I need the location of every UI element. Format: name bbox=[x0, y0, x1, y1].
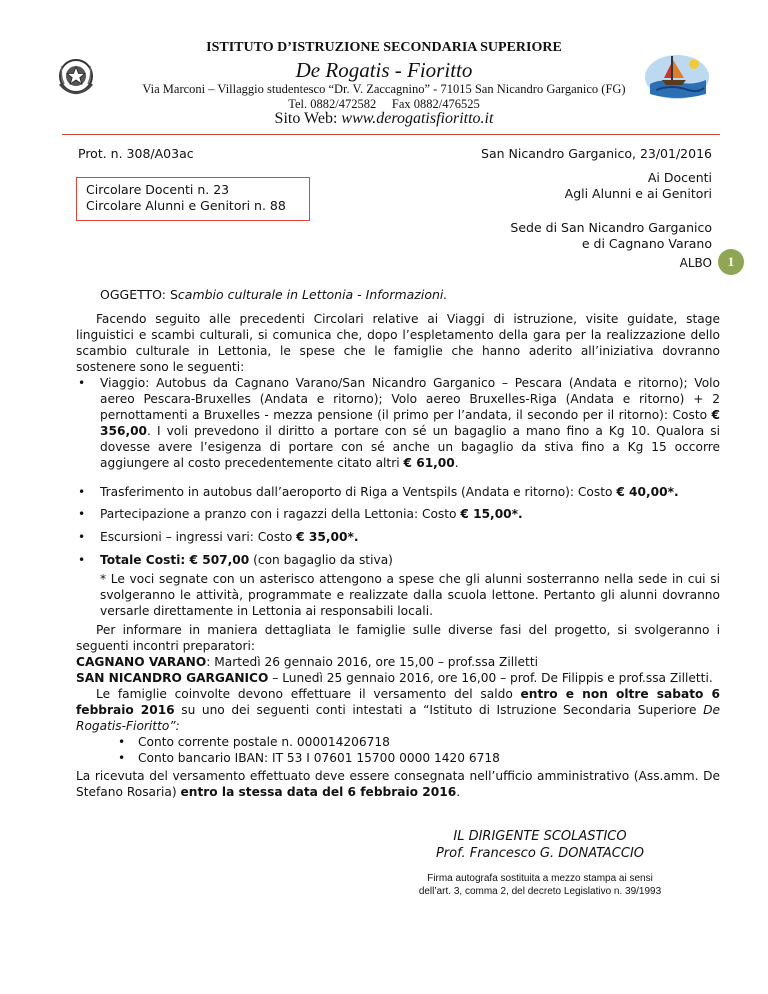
signature-note-line1: Firma autografa sostituita a mezzo stampa ai sensi bbox=[427, 873, 653, 884]
circular-box bbox=[76, 177, 310, 221]
b4-text: Escursioni – ingressi vari: Costo bbox=[100, 530, 297, 544]
b1-end: . bbox=[454, 456, 459, 470]
circular-docenti: Circolare Docenti n. 23 bbox=[86, 182, 230, 197]
total-note: (con bagaglio da stiva) bbox=[249, 553, 393, 567]
bullet-icon: • bbox=[78, 507, 86, 521]
meetings-paragraph bbox=[76, 654, 720, 686]
payment-text: Le famiglie coinvolte devono effettuare il versamento del saldo bbox=[96, 687, 521, 701]
b2-text: Trasferimento in autobus dall’aeroporto di Riga a Ventspils (Andata e ritorno): Costo bbox=[100, 485, 617, 499]
intro-paragraph: Facendo seguito alle precedenti Circolari relative ai Viaggi di istruzione, visite guidate, stage linguistici e scambi culturali, si comunica che, dopo l’espletamento della gara per la realizzazione dello scambio culturale in Lettonia, le spese che le famiglie che hanno aderito all’iniziativa dovranno sostenere sono le seguenti: bbox=[76, 312, 720, 374]
payment-beneficiary: De Rogatis-Fioritto”: bbox=[76, 703, 720, 733]
sannicandro-label: SAN NICANDRO GARGANICO bbox=[76, 671, 269, 685]
page-number-badge: 1 bbox=[718, 249, 744, 275]
albo-label: ALBO bbox=[679, 256, 712, 270]
b1-cost: € 356,00 bbox=[100, 408, 720, 438]
website-line bbox=[0, 110, 768, 128]
info-paragraph: Per informare in maniera dettagliata le famiglie sulle diverse fasi del progetto, si svolgeranno i seguenti incontri preparatori: bbox=[76, 623, 720, 653]
subject-text: cambio culturale in Lettonia - Informazioni. bbox=[177, 287, 448, 302]
accounts-list bbox=[118, 734, 500, 766]
sede-line1: Sede di San Nicandro Garganico bbox=[510, 220, 712, 235]
website-link[interactable]: www.derogatisfioritto.it bbox=[341, 110, 494, 127]
institute-type: ISTITUTO D’ISTRUZIONE SECONDARIA SUPERIORE bbox=[206, 40, 562, 55]
b1-extra-cost: € 61,00 bbox=[403, 456, 455, 470]
recipients-docenti: Ai Docenti bbox=[647, 170, 712, 185]
asterisk-note: * Le voci segnate con un asterisco attengono a spese che gli alunni sosterranno nella sede in cui si svolgeranno le attività, programmate e realizzate dalla scuola lettone. Pertanto gli alunni dovranno versarle direttamente in Lettonia ai responsabili locali. bbox=[100, 572, 720, 618]
b3-text: Partecipazione a pranzo con i ragazzi della Lettonia: Costo bbox=[100, 507, 461, 521]
school-name: De Rogatis - Fioritto bbox=[295, 58, 473, 82]
school-logo-icon bbox=[642, 50, 712, 104]
signature-title: IL DIRIGENTE SCOLASTICO bbox=[453, 829, 627, 844]
iban-account: Conto bancario IBAN: IT 53 I 07601 15700 0000 1420 6718 bbox=[138, 751, 500, 765]
school-address: Via Marconi – Villaggio studentesco “Dr. V. Zaccagnino” - 71015 San Nicandro Garganico (FG) bbox=[142, 82, 626, 96]
signature-note-line2: dell’art. 3, comma 2, del decreto Legislativo n. 39/1993 bbox=[418, 886, 662, 897]
fax: Fax 0882/476525 bbox=[391, 97, 480, 111]
sede-line2: e di Cagnano Varano bbox=[581, 236, 712, 251]
republic-emblem-icon bbox=[56, 56, 96, 96]
website-label: Sito Web: bbox=[274, 110, 342, 127]
b2-cost: € 40,00*. bbox=[616, 485, 679, 499]
list-item bbox=[118, 734, 500, 750]
signature-note bbox=[360, 872, 720, 898]
postal-account: Conto corrente postale n. 000014206718 bbox=[138, 735, 390, 749]
subject-label: OGGETTO: S bbox=[100, 287, 178, 302]
cagnano-label: CAGNANO VARANO bbox=[76, 655, 207, 669]
bullet-icon: • bbox=[78, 376, 86, 390]
bullet-icon: • bbox=[118, 751, 126, 765]
header-divider bbox=[62, 134, 720, 135]
sannicandro-text: – Lunedì 25 gennaio 2016, ore 16,00 – prof. De Filippis e prof.ssa Zilletti. bbox=[268, 671, 713, 685]
b1-text: Viaggio: Autobus da Cagnano Varano/San Nicandro Garganico – Pescara (Andata e ritorno); Volo aereo Pescara-Bruxelles (Andata e ritorno); Volo aereo Bruxelles-Riga (Andata e ritorno) + 2 pernottamenti a Bruxelles - mezza pensione (il primo per l’andata, il secondo per il ritorno): Costo bbox=[100, 376, 720, 422]
sede bbox=[510, 220, 712, 252]
payment-paragraph bbox=[76, 686, 720, 734]
b1-text-2: . I voli prevedono il diritto a portare con sé un bagaglio a mano fino a Kg 10. Qualora si dovesse avere l’esigenza di portare con sé anche un bagaglio da stiva fino a Kg 15 occorre aggiungere al costo precedentemente citato altri bbox=[100, 424, 720, 470]
subject bbox=[100, 287, 447, 302]
bullet-icon: • bbox=[78, 485, 86, 499]
phone: Tel. 0882/472582 bbox=[288, 97, 377, 111]
circular-alunni: Circolare Alunni e Genitori n. 88 bbox=[86, 198, 286, 213]
bullet-icon: • bbox=[78, 553, 86, 567]
bullet-icon: • bbox=[78, 530, 86, 544]
bullet-icon: • bbox=[118, 735, 126, 749]
list-item bbox=[118, 750, 500, 766]
b3-cost: € 15,00*. bbox=[460, 507, 523, 521]
signature-name: Prof. Francesco G. DONATACCIO bbox=[435, 846, 645, 861]
place-date: San Nicandro Garganico, 23/01/2016 bbox=[481, 146, 712, 161]
recipients-alunni: Agli Alunni e ai Genitori bbox=[564, 186, 712, 201]
total-cost: Totale Costi: € 507,00 bbox=[100, 553, 250, 567]
recipients bbox=[565, 170, 712, 202]
receipt-text: La ricevuta del versamento effettuato deve essere consegnata nell’ufficio amministrativo (Ass.amm. De Stefano Rosaria) bbox=[76, 769, 720, 799]
payment-text-2: su uno dei seguenti conti intestati a “Istituto di Istruzione Secondaria Superiore bbox=[174, 703, 704, 717]
b4-cost: € 35,00*. bbox=[296, 530, 359, 544]
receipt-end: . bbox=[456, 785, 461, 799]
receipt-deadline: entro la stessa data del 6 febbraio 2016 bbox=[180, 785, 457, 799]
cagnano-text: : Martedì 26 gennaio 2016, ore 15,00 – prof.ssa Zilletti bbox=[206, 655, 539, 669]
payment-deadline: entro e non oltre sabato 6 febbraio 2016 bbox=[76, 687, 720, 717]
receipt-paragraph bbox=[76, 768, 720, 800]
protocol-number: Prot. n. 308/A03ac bbox=[78, 146, 194, 161]
